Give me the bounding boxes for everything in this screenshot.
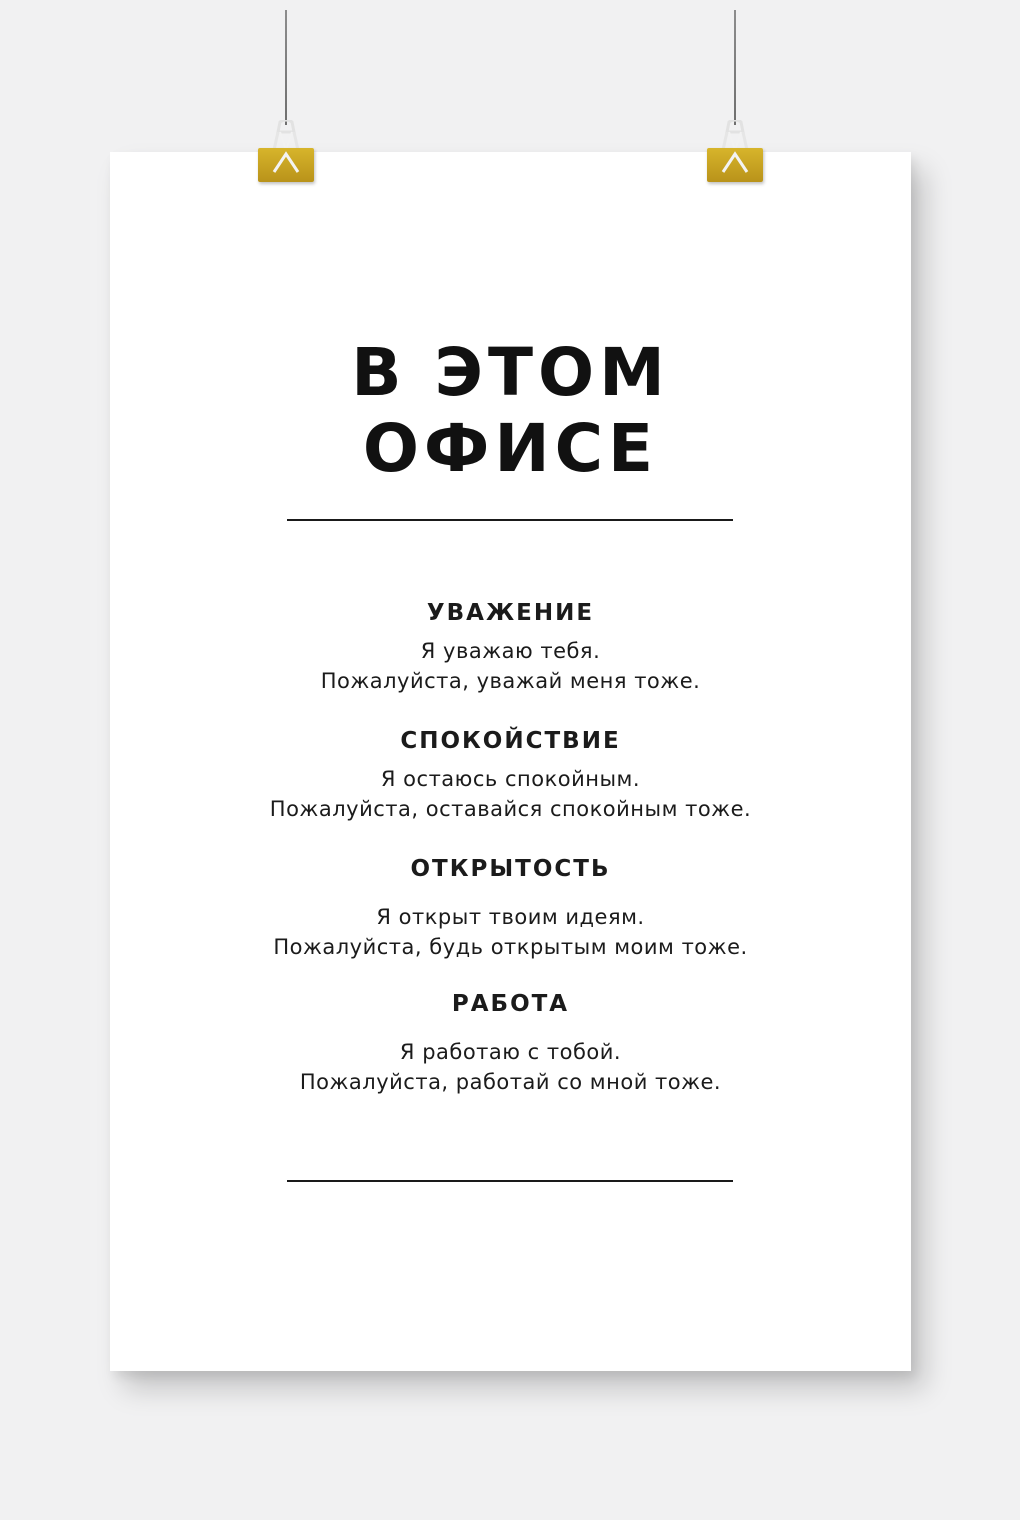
section-heading: ОТКРЫТОСТЬ	[410, 856, 611, 882]
section-text-line-2: Пожалуйста, уважай меня тоже.	[320, 669, 701, 693]
section-text-line-2: Пожалуйста, будь открытым моим тоже.	[273, 935, 748, 959]
section-text-line-2: Пожалуйста, оставайся спокойным тоже.	[269, 797, 752, 821]
poster-title	[110, 335, 911, 487]
section-heading: УВАЖЕНИЕ	[426, 600, 595, 626]
poster-title-line-1: В ЭТОМ	[351, 334, 670, 411]
section-text-line-1: Я открыт твоим идеям.	[376, 905, 645, 929]
section-heading: РАБОТА	[451, 991, 570, 1017]
binder-clip-icon	[707, 120, 763, 184]
section-calm	[110, 726, 911, 824]
section-text-line-1: Я остаюсь спокойным.	[380, 767, 641, 791]
section-work	[110, 989, 911, 1097]
hanging-wire-right	[734, 10, 736, 125]
poster-title-line-2: ОФИСЕ	[362, 410, 659, 487]
section-heading: СПОКОЙСТВИЕ	[400, 728, 621, 754]
bottom-divider	[287, 1180, 733, 1182]
poster-sheet	[110, 152, 911, 1371]
top-divider	[287, 519, 733, 521]
hanging-wire-left	[285, 10, 287, 125]
section-openness	[110, 854, 911, 962]
section-text-line-2: Пожалуйста, работай со мной тоже.	[299, 1070, 722, 1094]
section-text-line-1: Я работаю с тобой.	[399, 1040, 622, 1064]
section-respect	[110, 598, 911, 696]
binder-clip-icon	[258, 120, 314, 184]
section-text-line-1: Я уважаю тебя.	[420, 639, 601, 663]
